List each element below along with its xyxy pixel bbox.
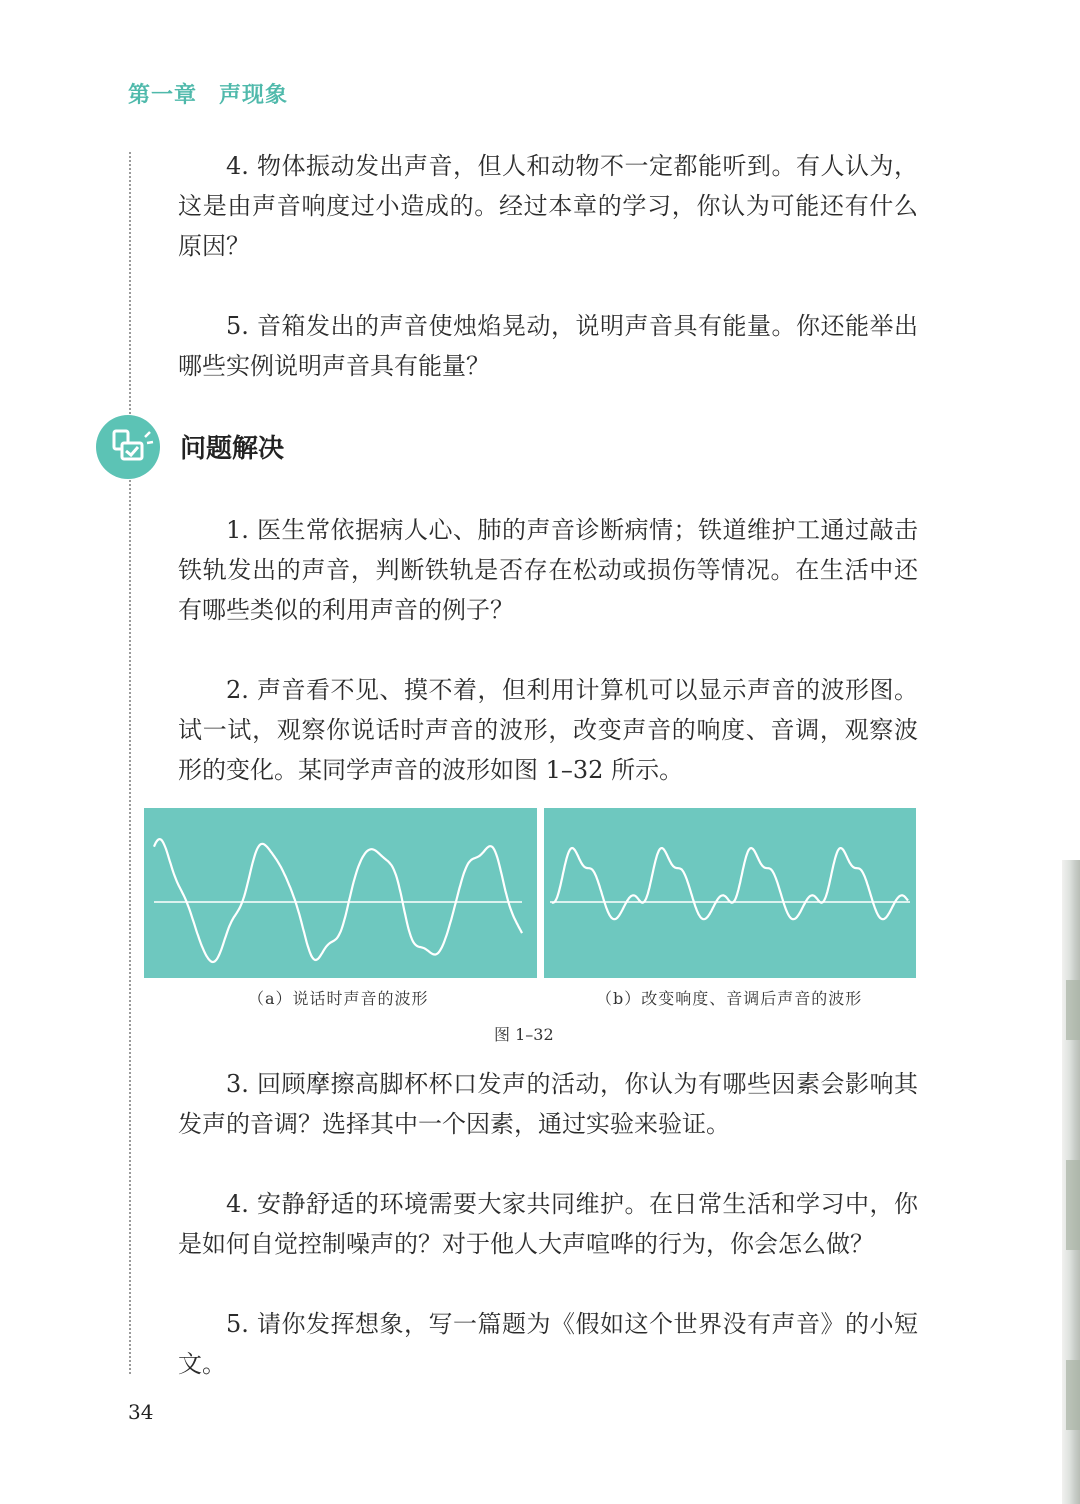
chapter-title: 声现象: [219, 82, 289, 108]
figure-label: 图 1–32: [494, 1025, 554, 1044]
chapter-number: 第一章: [128, 82, 198, 108]
checklist-icon: [96, 415, 160, 479]
waveform-panel-a: [144, 808, 537, 978]
problem-item-5: 5. 请你发挥想象，写一篇题为《假如这个世界没有声音》的小短文。: [178, 1310, 918, 1378]
reflection-item-5: 5. 音箱发出的声音使烛焰晃动，说明声音具有能量。你还能举出哪些实例说明声音具有能量？: [178, 312, 918, 380]
waveform-panel-b: [544, 808, 916, 978]
problem-item-3: 3. 回顾摩擦高脚杯杯口发声的活动，你认为有哪些因素会影响其发声的音调？选择其中一个因素，通过实验来验证。: [178, 1070, 918, 1138]
problem-item-4: 4. 安静舒适的环境需要大家共同维护。在日常生活和学习中，你是如何自觉控制噪声的？对于他人大声喧哗的行为，你会怎么做？: [178, 1190, 918, 1258]
section-title: 问题解决: [180, 434, 285, 464]
problem-item-2: 2. 声音看不见、摸不着，但利用计算机可以显示声音的波形图。试一试，观察你说话时声音的波形，改变声音的响度、音调，观察波形的变化。某同学声音的波形如图 1–32 所示。: [178, 676, 918, 784]
figure-caption-b: （b）改变响度、音调后声音的波形: [596, 989, 863, 1008]
reflection-item-4: 4. 物体振动发出声音，但人和动物不一定都能听到。有人认为，这是由声音响度过小造成的。经过本章的学习，你认为可能还有什么原因？: [178, 152, 918, 260]
page-number: 34: [128, 1400, 154, 1424]
chapter-header: [128, 78, 288, 109]
figure-caption-a: （a）说话时声音的波形: [248, 989, 429, 1008]
margin-dotted-line: [129, 152, 131, 1374]
problem-item-1: 1. 医生常依据病人心、肺的声音诊断病情；铁道维护工通过敲击铁轨发出的声音，判断铁轨是否存在松动或损伤等情况。在生活中还有哪些类似的利用声音的例子？: [178, 516, 918, 624]
decorative-edge-photo: [1062, 860, 1080, 1504]
